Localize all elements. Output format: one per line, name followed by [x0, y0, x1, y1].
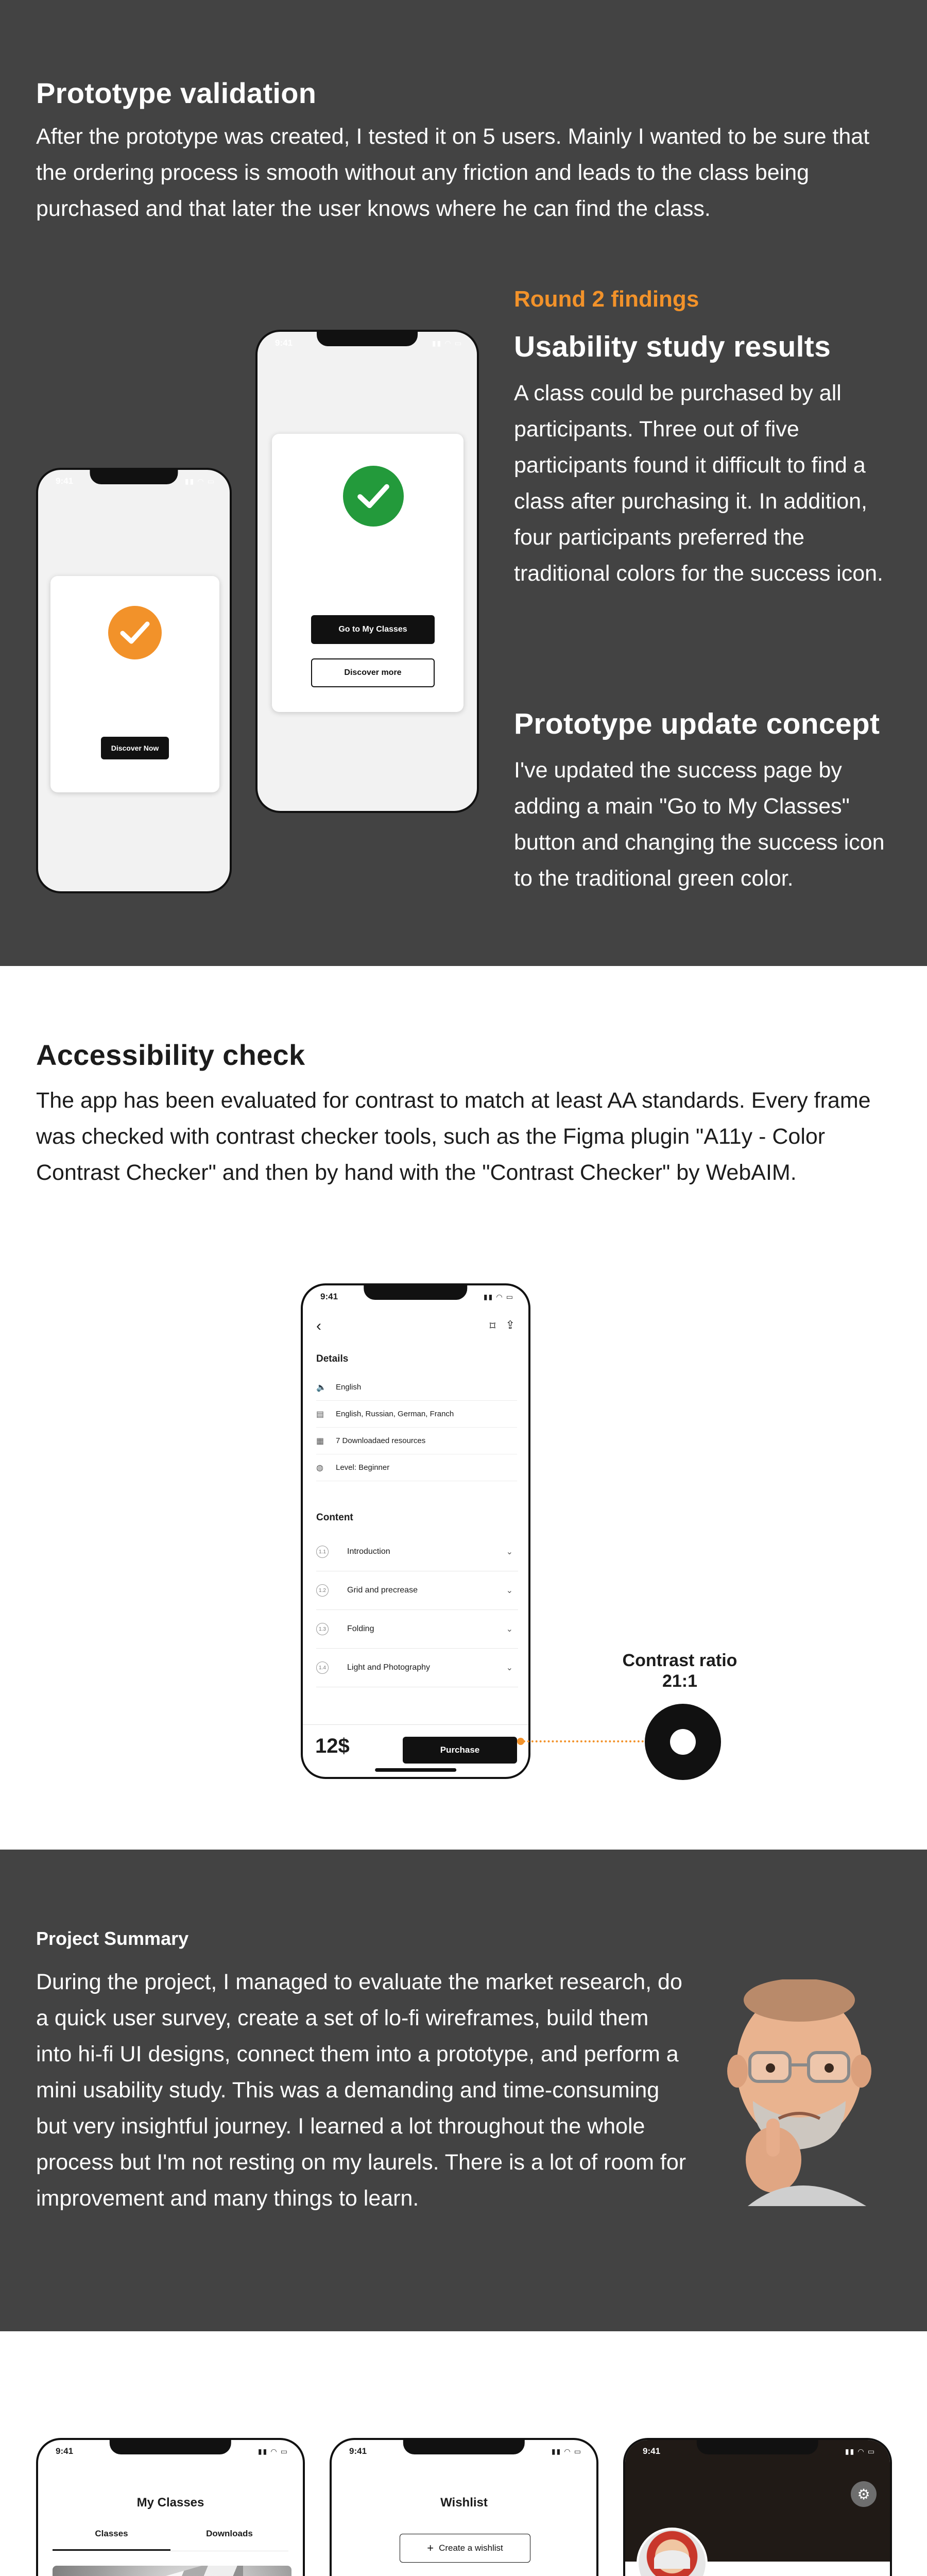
go-to-my-classes-button[interactable]: Go to My Classes	[311, 615, 435, 644]
back-chevron-icon[interactable]: ‹	[316, 1317, 321, 1334]
subtitles-icon: ▤	[316, 1410, 324, 1419]
project-summary-section	[0, 1850, 927, 2331]
discover-more-button[interactable]: Discover more	[311, 658, 435, 687]
status-icons: ▮▮ ◠ ▭	[845, 2447, 876, 2455]
screen-title: Wishlist	[440, 2496, 488, 2510]
summary-title: Project Summary	[36, 1928, 189, 1949]
section-text: The app has been evaluated for contrast to match at least AA standards. Every frame was checked with contrast checker tools, such as the Figma plugin "A11y - Color Contrast Checker" and then by hand with the "Contrast Checker" by WebAIM.	[36, 1088, 871, 1185]
purchase-button[interactable]: Purchase	[403, 1737, 517, 1764]
update-title: Prototype update concept	[514, 707, 880, 740]
lesson-title: Folding	[347, 1624, 374, 1633]
bookmark-icon[interactable]: ⌑	[489, 1319, 495, 1332]
chevron-down-icon: ⌄	[506, 1625, 513, 1634]
segment-classes[interactable]: Classes	[53, 2529, 170, 2551]
detail-text: English, Russian, German, Franch	[336, 1410, 454, 1418]
update-text: I've updated the success page by adding a main "Go to My Classes" button and changing the success icon to the traditional green color.	[514, 758, 885, 891]
phone-success-new	[255, 330, 479, 813]
content-row[interactable]	[316, 1649, 518, 1687]
success-card	[272, 434, 464, 712]
discover-now-button[interactable]: Discover Now	[101, 737, 169, 759]
contrast-label	[608, 1650, 752, 1691]
phone-success-old	[36, 468, 232, 893]
accessibility-section	[0, 966, 927, 1850]
contrast-label-text: Contrast ratio	[622, 1651, 737, 1670]
lesson-title: Grid and precrease	[347, 1586, 418, 1595]
screen-my-classes	[36, 2438, 305, 2576]
phone-class-details	[301, 1283, 530, 1779]
status-time: 9:41	[56, 476, 74, 486]
content-row[interactable]	[316, 1533, 518, 1571]
lesson-number-badge: 1.3	[316, 1623, 329, 1635]
content-row[interactable]	[316, 1571, 518, 1610]
detail-row	[316, 1454, 517, 1481]
screen-profile	[623, 2438, 892, 2576]
status-time: 9:41	[643, 2446, 661, 2456]
lesson-title: Introduction	[347, 1547, 390, 1556]
detail-text: 7 Downloadaed resources	[336, 1436, 426, 1445]
contrast-value: 21:1	[662, 1671, 698, 1691]
screen-title: My Classes	[136, 2496, 204, 2510]
status-icons: ▮▮ ◠ ▭	[184, 477, 215, 485]
final-screens-section	[0, 2331, 927, 2576]
status-time: 9:41	[275, 338, 293, 348]
success-card	[50, 576, 219, 792]
share-icon[interactable]: ⇪	[505, 1318, 515, 1331]
detail-row	[316, 1401, 517, 1428]
lesson-number-badge: 1.2	[316, 1584, 329, 1597]
status-icons: ▮▮ ◠ ▭	[483, 1293, 514, 1301]
prototype-validation-section	[0, 0, 927, 966]
speaker-icon: 🔈	[316, 1383, 327, 1392]
status-time: 9:41	[56, 2446, 74, 2456]
content-row[interactable]	[316, 1610, 518, 1649]
chevron-down-icon: ⌄	[506, 1586, 513, 1595]
results-title: Usability study results	[514, 330, 831, 363]
section-title: Prototype validation	[36, 77, 317, 109]
content-list	[316, 1533, 518, 1687]
detail-text: English	[336, 1383, 362, 1392]
results-text: A class could be purchased by all participants. Three out of five participants found it difficult to find a class after purchasing it. In addition, four participants preferred the traditional colors for the success icon.	[514, 381, 883, 586]
success-title: Congratulations!	[73, 681, 197, 698]
avatar[interactable]	[637, 2528, 708, 2576]
price: 12$	[315, 1735, 350, 1757]
chevron-down-icon: ⌄	[506, 1548, 513, 1556]
status-time: 9:41	[349, 2446, 367, 2456]
details-label: Details	[316, 1353, 349, 1364]
document-icon: ▦	[316, 1436, 324, 1446]
detail-row	[316, 1374, 517, 1401]
memoji-avatar	[717, 1979, 882, 2206]
detail-text: Level: Beginner	[336, 1463, 390, 1472]
create-wishlist-button[interactable]	[400, 2534, 530, 2563]
status-icons: ▮▮ ◠ ▭	[258, 2447, 288, 2455]
details-list	[316, 1374, 517, 1481]
section-intro: After the prototype was created, I tested it on 5 users. Mainly I wanted to be sure that the ordering process is smooth without any friction and leads to the class being purchased and that later the user knows where he can find the class.	[36, 124, 870, 221]
segment-downloads[interactable]: Downloads	[206, 2529, 253, 2538]
connector-dot	[517, 1738, 524, 1745]
round-label: Round 2 findings	[514, 286, 699, 312]
success-subtitle: Let's fold together	[324, 583, 411, 595]
class-thumbnail[interactable]	[53, 2566, 291, 2576]
content-label: Content	[316, 1512, 353, 1523]
contrast-swatch-icon	[645, 1704, 721, 1780]
lesson-title: Light and Photography	[347, 1663, 431, 1672]
lesson-number-badge: 1.4	[316, 1662, 329, 1674]
success-subtitle: Let's fold together	[96, 703, 174, 714]
detail-row	[316, 1428, 517, 1454]
contrast-connector	[519, 1740, 648, 1742]
segment-control	[53, 2529, 288, 2551]
screen-wishlist	[330, 2438, 598, 2576]
chevron-down-icon: ⌄	[506, 1664, 513, 1672]
create-wishlist-label: Create a wishlist	[439, 2543, 503, 2553]
settings-gear-icon[interactable]: ⚙	[851, 2481, 877, 2507]
status-time: 9:41	[320, 1292, 338, 1301]
checkmark-icon	[108, 606, 162, 659]
plus-icon: +	[427, 2541, 434, 2554]
status-icons: ▮▮ ◠ ▭	[432, 339, 462, 347]
lesson-number-badge: 1.1	[316, 1546, 329, 1558]
checkmark-icon	[343, 466, 404, 527]
section-title: Accessibility check	[36, 1039, 305, 1071]
status-icons: ▮▮ ◠ ▭	[551, 2447, 582, 2455]
level-icon: ◍	[316, 1463, 323, 1472]
summary-text: During the project, I managed to evaluate the market research, do a quick user survey, create a set of lo-fi wireframes, build them into hi-fi UI designs, connect them into a prototype, and perform a mini usability study. This was a demanding and time-consuming but very insightful journey. I learned a lot throughout the whole process but I'm not resting on my laurels. There is a lot of room for improvement and many things to learn.	[36, 1970, 686, 2211]
success-title: Congratulations!	[298, 558, 438, 578]
